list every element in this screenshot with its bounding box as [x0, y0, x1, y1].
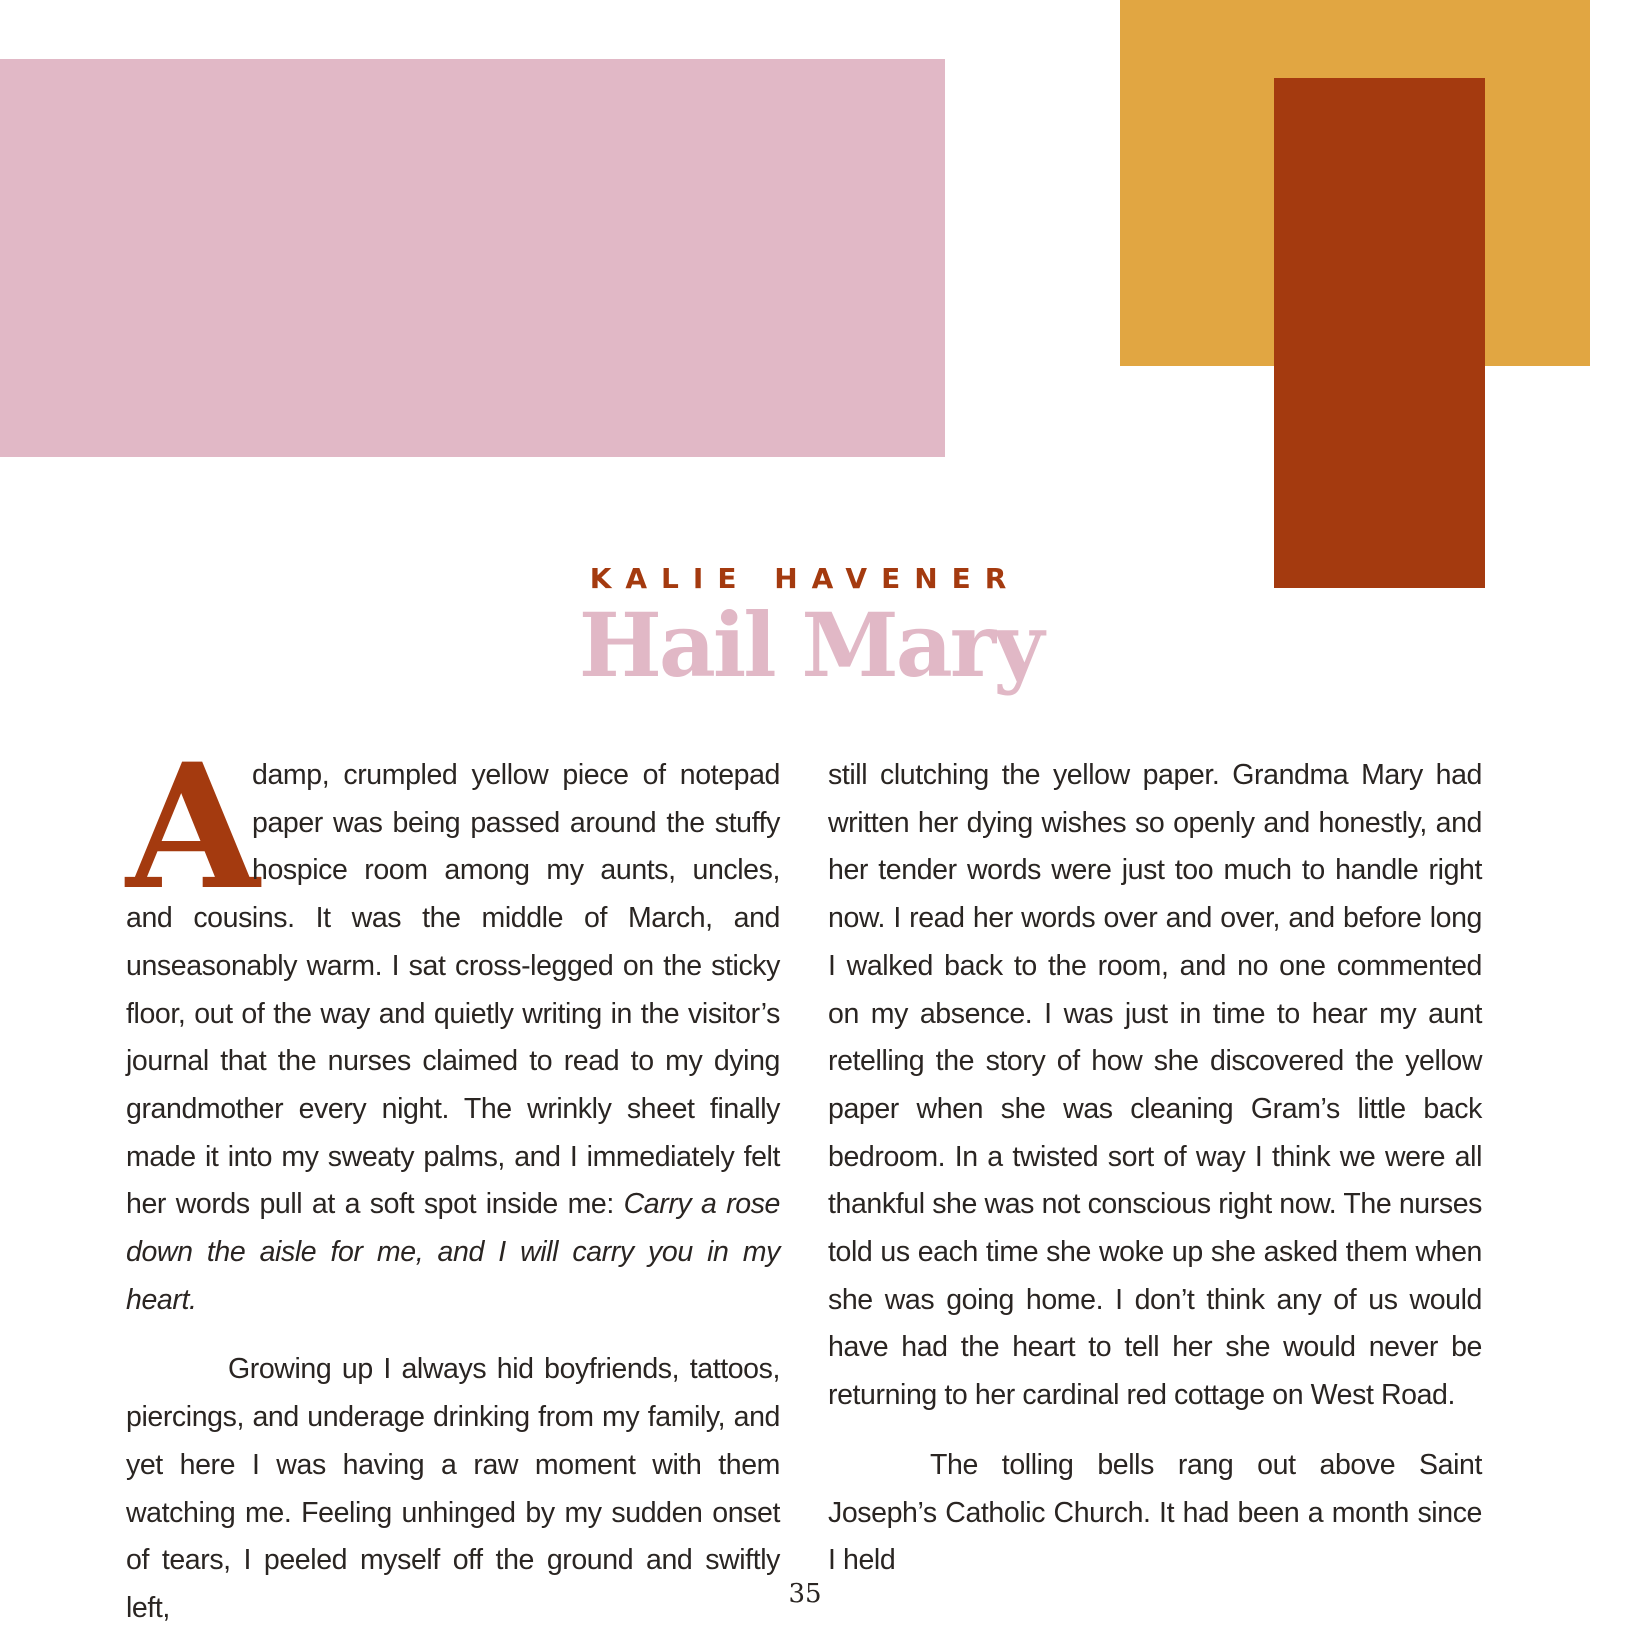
paragraph — [126, 725, 780, 1324]
story-title: Hail Mary — [578, 593, 1042, 697]
quoted-wish: Carry a rose down the aisle for me, and I will carry you in my heart. — [126, 1188, 780, 1316]
pink-decorative-block — [0, 59, 945, 457]
paragraph: The tolling bells rang out above Saint Joseph’s Catholic Church. It had been a month since I held — [828, 1448, 1482, 1577]
paragraph: Growing up I always hid boyfriends, tattoos, piercings, and underage drinking from my family, and yet here I was having a raw moment with them watching me. Feeling unhinged by my sudden onset of tears, I peeled myself off the ground and swiftly left, — [126, 1353, 780, 1624]
paragraph-text: damp, crumpled yellow piece of notepad paper was being passed around the stuffy hospice room among my aunts, uncles, and cousins. It was the middle of March, and unseasonably warm. I sat cross-legged on the sticky floor, out of the way and quietly writing in the visitor’s journal that the nurses claimed to read to my dying grandmother every night. The wrinkly sheet finally made it into my sweaty palms, and I immediately felt her words pull at a soft spot inside me: — [126, 759, 780, 1221]
right-text-column — [828, 752, 1482, 1585]
paragraph: still clutching the yellow paper. Grandma Mary had written her dying wishes so openly and honestly, and her tender words were just too much to handle right now. I read her words over and over, and before long I walked back to the room, and no one commented on my absence. I was just in time to hear my aunt retelling the story of how she discovered the yellow paper when she was cleaning Gram’s little back bedroom. In a twisted sort of way I think we were all thankful she was not conscious right now. The nurses told us each time she woke up she asked them when she was going home. I don’t think any of us would have had the heart to tell her she would never be returning to her cardinal red cottage on West Road. — [828, 759, 1482, 1412]
left-text-column — [126, 725, 780, 1633]
rust-decorative-block — [1274, 78, 1485, 588]
author-name: KALIE HAVENER — [589, 562, 1021, 595]
page-number: 35 — [788, 1579, 822, 1609]
drop-cap: A — [126, 725, 260, 928]
